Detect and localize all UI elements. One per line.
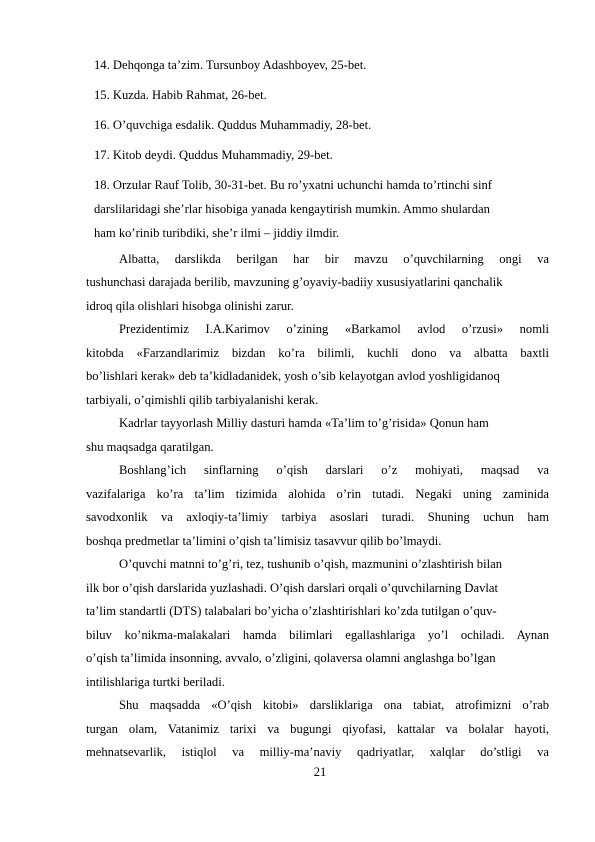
paragraph-line: O’quvchi matnni to’g’ri, tez, tushunib o’qish, mazmunini o’zlashtirish bilan — [119, 557, 502, 571]
list-item: 16. O’quvchiga esdalik. Quddus Muhammadiy, 28-bet. — [94, 118, 372, 132]
paragraph-line: boshqa predmetlar ta’limini o’qish ta’limisiz tasavvur qilib bo’lmaydi. — [86, 534, 442, 548]
paragraph-line: Prezidentimiz I.A.Karimov o’zining «Barkamol avlod o’rzusi» nomli — [119, 322, 549, 336]
paragraph-line: intilishlariga turtki beriladi. — [86, 675, 225, 689]
page-number: 21 — [313, 765, 327, 779]
list-item-continuation: ham ko’rinib turibdiki, she’r ilmi – jiddiy ilmdir. — [94, 226, 340, 240]
paragraph-line: o’qish ta’limida insonning, avvalo, o’zligini, qolaversa olamni anglashga bo’lgan — [86, 651, 496, 665]
paragraph-line: vazifalariga ko’ra ta’lim tizimida alohida o’rin tutadi. Negaki uning zaminida — [86, 487, 549, 501]
paragraph-line: ilk bor o’qish darslarida yuzlashadi. O’qish darslari orqali o’quvchilarning Davlat — [86, 581, 498, 595]
paragraph-line: Kadrlar tayyorlash Milliy dasturi hamda «Ta’lim to’g’risida» Qonun ham — [119, 416, 489, 430]
list-item-continuation: darslilaridagi she’rlar hisobiga yanada kengaytirish mumkin. Ammo shulardan — [94, 202, 490, 216]
paragraph-line: mehnatsevarlik, istiqlol va milliy-ma’naviy qadriyatlar, xalqlar do’stligi va — [86, 745, 549, 759]
paragraph-line: tarbiyali, o’qimishli qilib tarbiyalanishi kerak. — [86, 393, 319, 407]
paragraph-line: kitobda «Farzandlarimiz bizdan ko’ra bilimli, kuchli dono va albatta baxtli — [86, 346, 549, 360]
paragraph-line: Boshlang’ich sinflarning o’qish darslari o’z mohiyati, maqsad va — [119, 463, 549, 477]
list-item: 15. Kuzda. Habib Rahmat, 26-bet. — [94, 88, 267, 102]
paragraph-line: turgan olam, Vatanimiz tarixi va bugungi qiyofasi, kattalar va bolalar hayoti, — [86, 722, 549, 736]
paragraph-line: biluv ko’nikma-malakalari hamda bilimlari egallashlariga yo’l ochiladi. Aynan — [86, 628, 549, 642]
paragraph-line: idroq qila olishlari hisobga olinishi zarur. — [86, 299, 294, 313]
paragraph-line: ta’lim standartli (DTS) talabalari bo’yicha o’zlashtirishlari ko’zda tutilgan o’quv- — [86, 604, 497, 618]
paragraph-line: bo’lishlari kerak» deb ta’kidladanidek, yosh o’sib kelayotgan avlod yoshligidanoq — [86, 369, 500, 383]
paragraph-line: Albatta, darslikda berilgan har bir mavzu o’quvchilarning ongi va — [119, 252, 549, 266]
paragraph-line: shu maqsadga qaratilgan. — [86, 440, 214, 454]
list-item: 17. Kitob deydi. Quddus Muhammadiy, 29-bet. — [94, 148, 333, 162]
paragraph-line: savodxonlik va axloqiy-ta’limiy tarbiya asoslari turadi. Shuning uchun ham — [86, 510, 549, 524]
list-item: 14. Dehqonga ta’zim. Tursunboy Adashboyev, 25-bet. — [94, 58, 367, 72]
paragraph-line: Shu maqsadda «O’qish kitobi» darsliklariga ona tabiat, atrofimizni o’rab — [119, 698, 549, 712]
paragraph-line: tushunchasi darajada berilib, mavzuning g’oyaviy-badiiy xususiyatlarini qanchalik — [86, 275, 503, 289]
list-item: 18. Orzular Rauf Tolib, 30-31-bet. Bu ro’yxatni uchunchi hamda to’rtinchi sinf — [94, 178, 492, 192]
